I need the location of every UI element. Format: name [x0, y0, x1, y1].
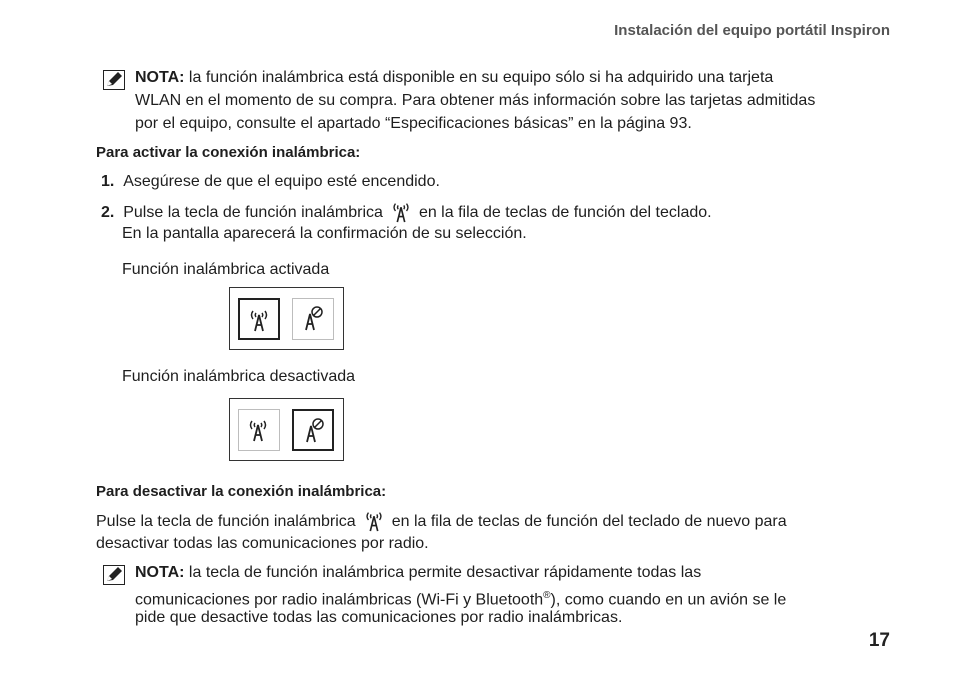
wireless-key-on	[238, 298, 280, 340]
note2-line1: NOTA: la tecla de función inalámbrica permite desactivar rápidamente todas las	[135, 564, 702, 581]
wireless-key-on	[238, 409, 280, 451]
note1-line2: WLAN en el momento de su compra. Para obtener más información sobre las tarjetas admitidas	[135, 92, 816, 109]
wireless-off-icon	[299, 305, 325, 331]
pencil-note-icon	[103, 70, 125, 90]
caption-on: Función inalámbrica activada	[122, 261, 330, 278]
deactivate-line1: Pulse la tecla de función inalámbrica en la fila de teclas de función del teclado de nuevo para	[96, 508, 787, 533]
step-2: 2. Pulse la tecla de función inalámbrica en la fila de teclas de función del teclado.	[101, 199, 712, 224]
indicator-on	[229, 287, 344, 350]
deactivate-heading: Para desactivar la conexión inalámbrica:	[96, 483, 387, 500]
step-2-line2: En la pantalla aparecerá la confirmación de su selección.	[122, 225, 527, 242]
wireless-key-off	[292, 298, 334, 340]
note1-line1: NOTA: la función inalámbrica está disponible en su equipo sólo si ha adquirido una tarjeta	[135, 69, 774, 86]
pencil-note-icon	[103, 565, 125, 585]
note2-line3: pide que desactive todas las comunicaciones por radio inalámbricas.	[135, 609, 623, 626]
wireless-antenna-icon	[362, 508, 386, 532]
wireless-antenna-icon	[245, 416, 271, 442]
page-number: 17	[868, 630, 890, 651]
page-header: Instalación del equipo portátil Inspiron	[614, 22, 890, 39]
caption-off: Función inalámbrica desactivada	[122, 368, 356, 385]
deactivate-line2: desactivar todas las comunicaciones por radio.	[96, 535, 429, 552]
wireless-antenna-icon	[389, 199, 413, 223]
wireless-antenna-icon	[246, 306, 272, 332]
step-1: 1. Asegúrese de que el equipo esté encendido.	[101, 173, 440, 190]
indicator-off	[229, 398, 344, 461]
activate-heading: Para activar la conexión inalámbrica:	[96, 144, 361, 161]
wireless-key-off	[292, 409, 334, 451]
note1-line3: por el equipo, consulte el apartado “Especificaciones básicas” en la página 93.	[135, 115, 692, 132]
note2-line2: comunicaciones por radio inalámbricas (Wi-Fi y Bluetooth®), como cuando en un avión se le	[135, 590, 787, 609]
wireless-off-icon	[300, 417, 326, 443]
